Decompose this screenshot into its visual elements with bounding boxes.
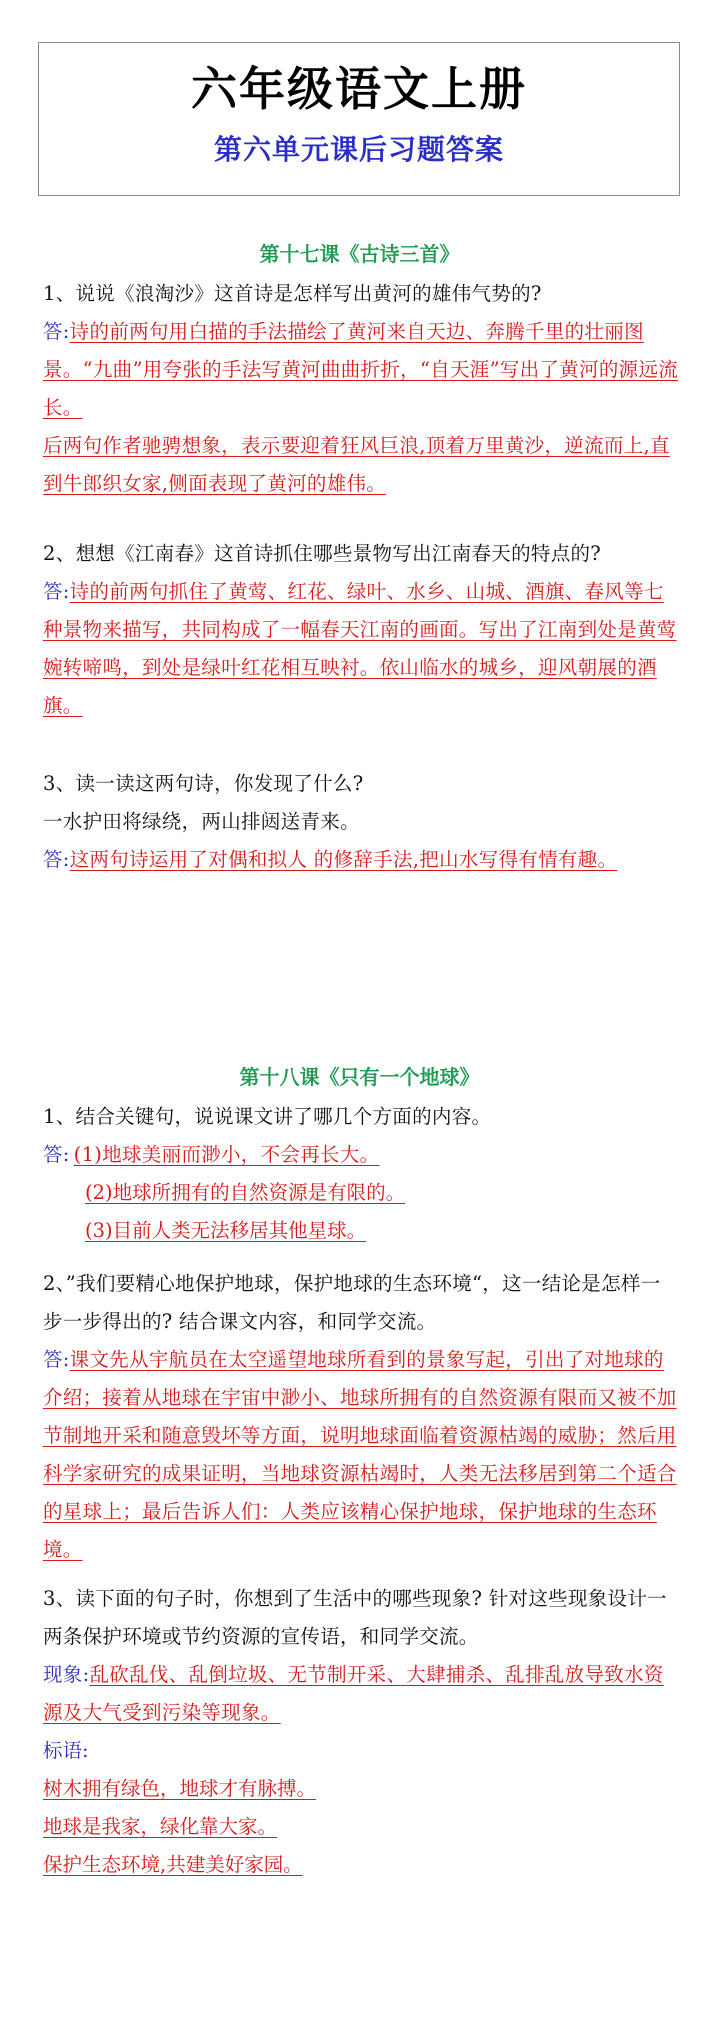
question-text: 1、结合关键句，说说课文讲了哪几个方面的内容。 [43, 1105, 492, 1128]
answer-label: 答: [43, 1143, 70, 1166]
answer-item: (3)目前人类无法移居其他星球。 [85, 1219, 367, 1242]
answer-label: 答: [43, 1348, 70, 1371]
lesson-18-q3 [43, 1580, 683, 1884]
lesson-18-title: 第十八课《只有一个地球》 [239, 1065, 480, 1089]
question-text: 3、读一读这两句诗，你发现了什么? [43, 772, 364, 795]
slogan-row [43, 1770, 683, 1808]
answer-label: 答: [43, 320, 70, 343]
page-title: 六年级语文上册 [191, 62, 527, 116]
answer-item: (1)地球美丽而渺小，不会再长大。 [73, 1143, 380, 1166]
lesson-17-title: 第十七课《古诗三首》 [259, 242, 460, 266]
answer-label: 答: [43, 848, 70, 871]
question-text: 2、想想《江南春》这首诗抓住哪些景物写出江南春天的特点的? [43, 542, 602, 565]
answer-item: (2)地球所拥有的自然资源是有限的。 [85, 1181, 406, 1204]
lesson-18-q1 [43, 1098, 683, 1250]
answer-body: 诗的前两句用白描的手法描绘了黄河来自天边、奔腾千里的壮丽图景。“九曲”用夸张的手法写黄河曲曲折折，“自天涯”写出了黄河的源远流长。 [43, 320, 679, 419]
question-text: 1、说说《浪淘沙》这首诗是怎样写出黄河的雄伟气势的? [43, 282, 542, 305]
title-box [38, 42, 680, 196]
answer-body: 诗的前两句抓住了黄莺、红花、绿叶、水乡、山城、酒旗、春风等七种景物来描写，共同构成了一幅春天江南的画面。写出了江南到处是黄莺婉转啼鸣，到处是绿叶红花相互映衬。依山临水的城乡，迎风朝展的酒旗。 [43, 580, 677, 717]
slogan-row [43, 1808, 683, 1846]
answer-text [43, 427, 683, 503]
lesson-17-q2 [43, 535, 683, 725]
lesson-17-q1 [43, 275, 683, 503]
answer-text [43, 573, 683, 725]
answer-body: 后两句作者驰骋想象，表示要迎着狂风巨浪,顶着万里黄沙，逆流而上,直到牛郎织女家,侧面表现了黄河的雄伟。 [43, 434, 670, 495]
poem-line: 一水护田将绿绕，两山排闼送青来。 [43, 810, 360, 833]
lesson-18-q2 [43, 1265, 683, 1569]
page-subtitle: 第六单元课后习题答案 [213, 133, 504, 166]
slogan-label: 标语: [43, 1739, 89, 1762]
answer-body: 这两句诗运用了对偶和拟人 的修辞手法,把山水写得有情有趣。 [69, 848, 618, 871]
answer-text [43, 1656, 683, 1732]
phenomena-label: 现象: [43, 1663, 90, 1686]
answer-text [43, 1341, 683, 1569]
phenomena-body: 乱砍乱伐、乱倒垃圾、无节制开采、大肆捕杀、乱排乱放导致水资源及大气受到污染等现象。 [43, 1663, 664, 1724]
answer-label: 答: [43, 580, 70, 603]
answer-text [43, 313, 683, 427]
answer-item-row [43, 1174, 683, 1212]
answer-text [43, 1136, 683, 1174]
answer-body: 课文先从宇航员在太空遥望地球所看到的景象写起，引出了对地球的介绍；接着从地球在宇宙中渺小、地球所拥有的自然资源有限而又被不加节制地开采和随意毁坏等方面，说明地球面临着资源枯竭的威胁；然后用科学家研究的成果证明，当地球资源枯竭时，人类无法移居到第二个适合的星球上；最后告诉人们：人类应该精心保护地球，保护地球的生态环境。 [43, 1348, 677, 1561]
question-text: 3、读下面的句子时，你想到了生活中的哪些现象? 针对这些现象设计一两条保护环境或节约资源的宣传语，和同学交流。 [43, 1587, 667, 1648]
slogan-text: 树木拥有绿色，地球才有脉搏。 [43, 1777, 317, 1800]
answer-item-row [43, 1212, 683, 1250]
lesson-17-q3 [43, 765, 683, 879]
answer-text [43, 841, 683, 879]
question-text: 2、”我们要精心地保护地球，保护地球的生态环境“，这一结论是怎样一 步一步得出的? 结合课文内容，和同学交流。 [43, 1272, 661, 1333]
slogan-text: 保护生态环境,共建美好家园。 [43, 1853, 303, 1876]
slogan-row [43, 1846, 683, 1884]
slogan-text: 地球是我家，绿化靠大家。 [43, 1815, 278, 1838]
